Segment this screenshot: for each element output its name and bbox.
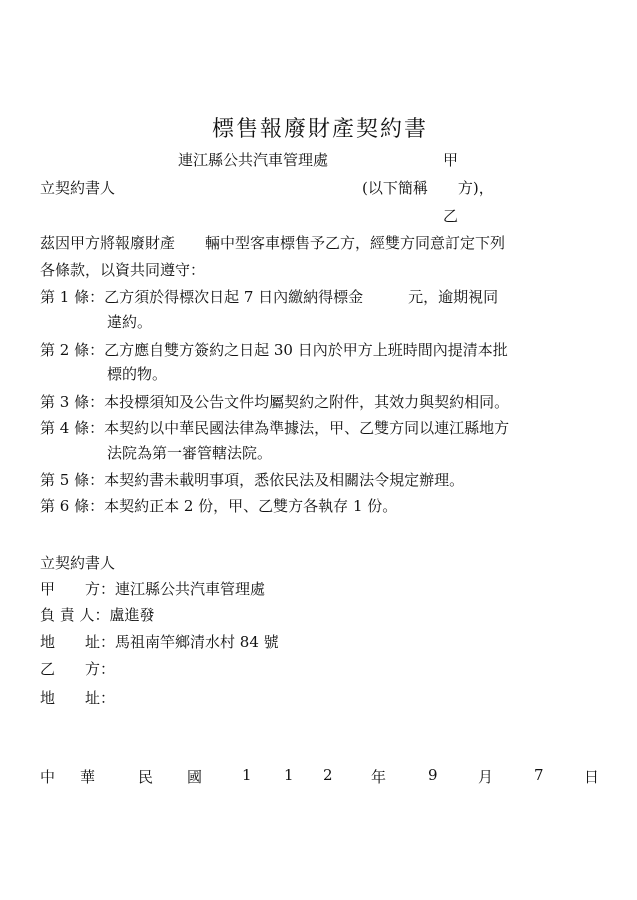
clause-3 <box>40 392 509 412</box>
date-char: 1 <box>284 766 294 784</box>
clause-text: 乙方須於得標次日起 7 日內繳納得標金 元，逾期視同 <box>104 288 499 306</box>
date-char: 2 <box>323 766 333 784</box>
clause-1 <box>40 287 498 307</box>
address-b-label: 地 址： <box>40 689 116 707</box>
signatures-heading: 立契約書人 <box>40 554 116 572</box>
address-a-value: 馬祖南竿鄉清水村 84 號 <box>115 633 279 651</box>
date-char: 中 <box>40 768 56 786</box>
clause-number: 第 5 條： <box>40 471 105 489</box>
clause-5 <box>40 470 464 490</box>
date-char: 日 <box>584 768 600 786</box>
date-char: 民 <box>138 768 154 786</box>
party-b-mark: 乙 <box>443 207 459 225</box>
party-a-row <box>40 579 265 599</box>
address-b-row <box>40 688 115 708</box>
clause-text: 本契約書未載明事項，悉依民法及相關法令規定辦理。 <box>104 471 465 489</box>
clause-6 <box>40 496 397 516</box>
date-char: 9 <box>428 766 438 784</box>
address-a-row <box>40 632 279 652</box>
party-b-label: 乙 方： <box>40 660 116 678</box>
clause-text: 本契約正本 2 份，甲、乙雙方各執存 1 份。 <box>104 497 398 515</box>
representative-label: 負 責 人： <box>40 606 110 624</box>
date-char: 1 <box>242 766 252 784</box>
clause-2-continuation: 標的物。 <box>107 365 168 383</box>
clause-2 <box>40 340 508 360</box>
party-a-value: 連江縣公共汽車管理處 <box>115 580 266 598</box>
date-char: 華 <box>80 768 96 786</box>
clause-text: 乙方應自雙方簽約之日起 30 日內於甲方上班時間內提清本批 <box>104 341 508 359</box>
party-a-mark: 甲 <box>443 151 459 169</box>
preamble-line-2: 各條款，以資共同遵守： <box>40 261 206 279</box>
clause-number: 第 1 條： <box>40 288 105 306</box>
representative-value: 盧進發 <box>109 606 155 624</box>
party-a-name: 連江縣公共汽車管理處 <box>178 151 329 169</box>
date-char: 7 <box>534 766 544 784</box>
clause-text: 本契約以中華民國法律為準據法，甲、乙雙方同以連江縣地方 <box>104 419 510 437</box>
contract-date <box>0 766 637 790</box>
address-a-label: 地 址： <box>40 633 116 651</box>
date-char: 月 <box>478 768 494 786</box>
clause-4-continuation: 法院為第一審管轄法院。 <box>107 444 273 462</box>
clause-1-continuation: 違約。 <box>107 313 153 331</box>
clause-number: 第 2 條： <box>40 341 105 359</box>
clause-number: 第 3 條： <box>40 393 105 411</box>
abbreviation-note: (以下簡稱 方)， <box>362 179 494 197</box>
signer-label: 立契約書人 <box>40 179 116 197</box>
date-char: 年 <box>371 768 387 786</box>
document-title: 標售報廢財產契約書 <box>212 117 429 142</box>
representative-row <box>40 605 155 625</box>
clause-number: 第 6 條： <box>40 497 105 515</box>
preamble-line-1: 茲因甲方將報廢財產 輛中型客車標售予乙方，經雙方同意訂定下列 <box>40 234 506 252</box>
clause-4 <box>40 418 509 438</box>
clause-text: 本投標須知及公告文件均屬契約之附件，其效力與契約相同。 <box>104 393 510 411</box>
party-b-row <box>40 659 115 679</box>
clause-number: 第 4 條： <box>40 419 105 437</box>
party-a-label: 甲 方： <box>40 580 116 598</box>
date-char: 國 <box>187 768 203 786</box>
